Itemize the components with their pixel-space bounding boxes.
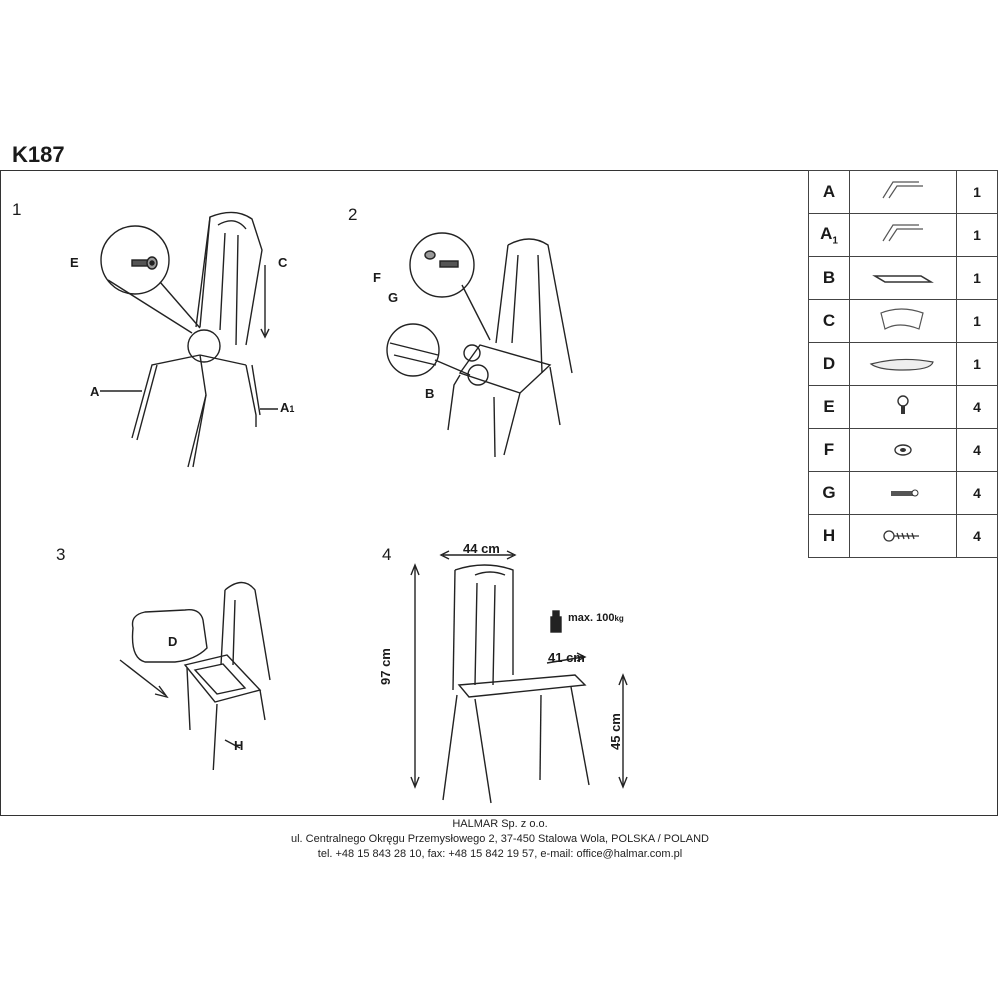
label-g: G — [388, 290, 399, 305]
step-2-drawing — [370, 225, 610, 475]
parts-row — [809, 171, 998, 214]
leg-a1 — [246, 365, 256, 427]
part-quantity: 4 — [957, 472, 998, 515]
direction-arrow — [120, 660, 165, 695]
footer-address: ul. Centralnego Okręgu Przemysłowego 2, 37-450 Stalowa Wola, POLSKA / POLAND — [290, 833, 709, 845]
step-4-drawing — [395, 545, 645, 810]
part-code: E — [809, 386, 850, 429]
max-load-label: max. 100kg — [568, 612, 624, 624]
part-code: D — [809, 343, 850, 386]
part-quantity: 1 — [957, 343, 998, 386]
dimension-width: 44 cm — [463, 541, 500, 556]
part-quantity: 1 — [957, 257, 998, 300]
weight-icon — [551, 617, 561, 632]
footer — [0, 817, 1000, 862]
washer-icon — [850, 429, 957, 472]
step-3-number: 3 — [56, 545, 66, 564]
parts-row — [809, 472, 998, 515]
label-d: D — [168, 634, 178, 649]
screw-icon — [850, 472, 957, 515]
backrest-icon — [850, 300, 957, 343]
backrest-outline — [455, 565, 513, 675]
wood-screw-icon — [850, 515, 957, 558]
backrest-outline — [196, 212, 262, 345]
seat-frame-b — [460, 345, 550, 393]
parts-row — [809, 429, 998, 472]
part-quantity: 1 — [957, 171, 998, 214]
label-f: F — [373, 270, 381, 285]
label-h: H — [234, 738, 244, 753]
parts-row — [809, 300, 998, 343]
step-3-drawing — [115, 570, 285, 770]
parts-row — [809, 515, 998, 558]
part-code: H — [809, 515, 850, 558]
leg-frame-icon — [850, 214, 957, 257]
label-a1: A1 — [280, 400, 295, 415]
footer-company: HALMAR Sp. z o.o. — [452, 818, 548, 830]
part-quantity: 4 — [957, 429, 998, 472]
part-code: B — [809, 257, 850, 300]
leg-frame-icon — [850, 171, 957, 214]
part-quantity: 1 — [957, 214, 998, 257]
part-code: G — [809, 472, 850, 515]
step-1-drawing — [60, 205, 320, 475]
footer-contact: tel. +48 15 843 28 10, fax: +48 15 842 19 57, e-mail: office@halmar.com.pl — [317, 848, 683, 860]
part-code: A — [809, 171, 850, 214]
part-code: C — [809, 300, 850, 343]
bolt-e-icon — [132, 257, 157, 269]
detail-circle-left — [387, 324, 439, 376]
dimension-depth: 41 cm — [548, 650, 585, 665]
step-4-number: 4 — [382, 545, 392, 564]
bolt-icon — [850, 386, 957, 429]
parts-row — [809, 214, 998, 257]
label-a: A — [90, 384, 100, 399]
label-c: C — [278, 255, 288, 270]
parts-row — [809, 386, 998, 429]
label-e: E — [70, 255, 79, 270]
leg-a — [132, 355, 200, 438]
step-2-number: 2 — [348, 205, 358, 224]
screw-g-icon — [440, 261, 458, 267]
document-title: K187 — [12, 142, 65, 167]
seat-frame-icon — [850, 257, 957, 300]
seat — [459, 675, 585, 697]
part-quantity: 4 — [957, 386, 998, 429]
washer-f-icon — [425, 251, 435, 259]
seat-frame — [185, 655, 260, 702]
part-code: F — [809, 429, 850, 472]
label-b: B — [425, 386, 435, 401]
part-quantity: 1 — [957, 300, 998, 343]
dimension-seat-height: 45 cm — [608, 713, 623, 750]
dimension-height: 97 cm — [378, 648, 393, 685]
seat-cushion-icon — [850, 343, 957, 386]
parts-row — [809, 257, 998, 300]
parts-row — [809, 343, 998, 386]
part-quantity: 4 — [957, 515, 998, 558]
parts-table — [808, 170, 998, 558]
part-code: $A_1$ — [809, 214, 850, 257]
step-1-number: 1 — [12, 200, 22, 219]
